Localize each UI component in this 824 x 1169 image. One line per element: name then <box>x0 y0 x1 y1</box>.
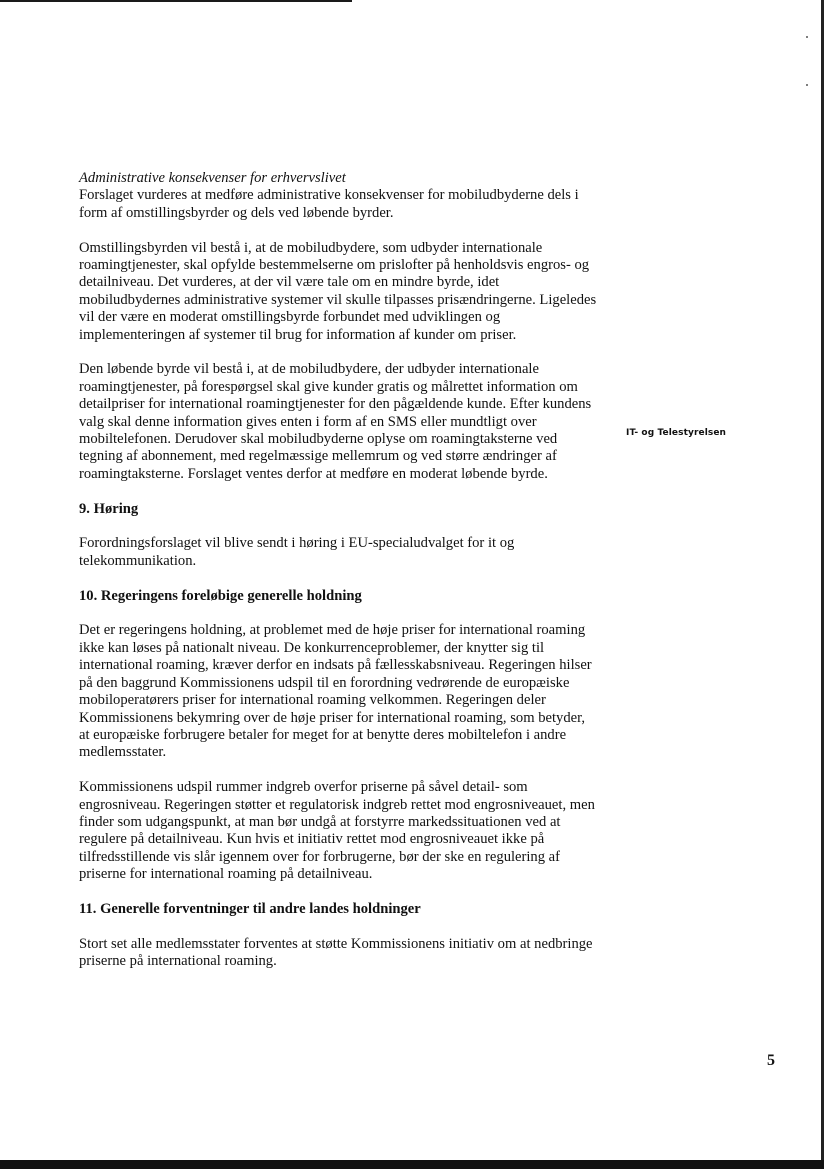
paragraph: Omstillingsbyrden vil bestå i, at de mobiludbydere, som udbyder internationale roamingtjenester, skal opfylde bestemmelserne om prislofter på henholdsvis engros- og detailniveau. Det vurderes, at der vil være tale om en mindre byrde, idet mobiludbydernes administrative systemer vil skulle tilpasses prisændringerne. Ligeledes vil der være en moderat omstillingsbyrde forbundet med udviklingen og implementeringen af systemer til brug for information af kunder om priser. <box>79 239 597 343</box>
paragraph: Kommissionens udspil rummer indgreb overfor priserne på såvel detail- som engrosniveau. Regeringen støtter et regulatorisk indgreb rettet mod engrosniveauet, men finder som udgangspunkt, at man bør undgå at forstyrre markedssituationen ved at regulere på detailniveau. Kun hvis et initiativ rettet mod engrosniveauet ikke på tilfredsstillende vis slår igennem over for forbrugerne, bør der ske en regulering af priserne for international roaming på detailniveau. <box>79 779 595 883</box>
section-heading: 9. Høring <box>79 500 139 517</box>
scan-speck <box>806 84 808 86</box>
section-subtitle: Administrative konsekvenser for erhvervslivet <box>79 170 346 186</box>
paragraph: Det er regeringens holdning, at problemet med de høje priser for international roaming ikke kan løses på nationalt niveau. De konkurrenceproblemer, der knytter sig til international roaming, kræver derfor en indsats på fællesskabsniveau. Regeringen hilser på den baggrund Kommissionens udspil til en forordning vedrørende de europæiske mobiloperatørers priser for international roaming velkommen. Regeringen deler Kommissionens bekymring over de høje priser for international roaming, som betyder, at europæiske forbrugere betaler for meget for at benytte deres mobiltelefon i andre medlemsstater. <box>79 622 592 761</box>
paragraph: Den løbende byrde vil bestå i, at de mobiludbydere, der udbyder internationale roamingtjenester, på forespørgsel skal give kunder gratis og målrettet information om detailpriser for international roamingtjenester for den pågældende kunde. Efter kundens valg skal denne information gives enten i form af en SMS eller mundtligt over mobiltelefonen. Derudover skal mobiludbyderne oplyse om roamingtaksterne ved tegning af abonnement, med regelmæssige mellemrum og ved større ændringer af roamingtaksterne. Forslaget ventes derfor at medføre en moderat løbende byrde. <box>79 361 592 482</box>
section-heading: 11. Generelle forventninger til andre landes holdninger <box>79 900 421 917</box>
sidebar-organization-label: IT- og Telestyrelsen <box>626 428 727 438</box>
paragraph: Forslaget vurderes at medføre administrative konsekvenser for mobiludbyderne dels i form af omstillingsbyrder og dels ved løbende byrder. <box>79 187 579 221</box>
section-heading: 10. Regeringens foreløbige generelle holdning <box>79 587 362 604</box>
scan-bottom-bar <box>0 1160 824 1169</box>
scan-speck <box>806 36 808 38</box>
paragraph: Forordningsforslaget vil blive sendt i høring i EU-specialudvalget for it og telekommunikation. <box>79 535 515 569</box>
paragraph: Stort set alle medlemsstater forventes at støtte Kommissionens initiativ om at nedbringe priserne på international roaming. <box>79 935 593 970</box>
scan-top-line <box>0 0 352 2</box>
document-body <box>79 170 599 971</box>
page-number: 5 <box>767 1052 775 1069</box>
